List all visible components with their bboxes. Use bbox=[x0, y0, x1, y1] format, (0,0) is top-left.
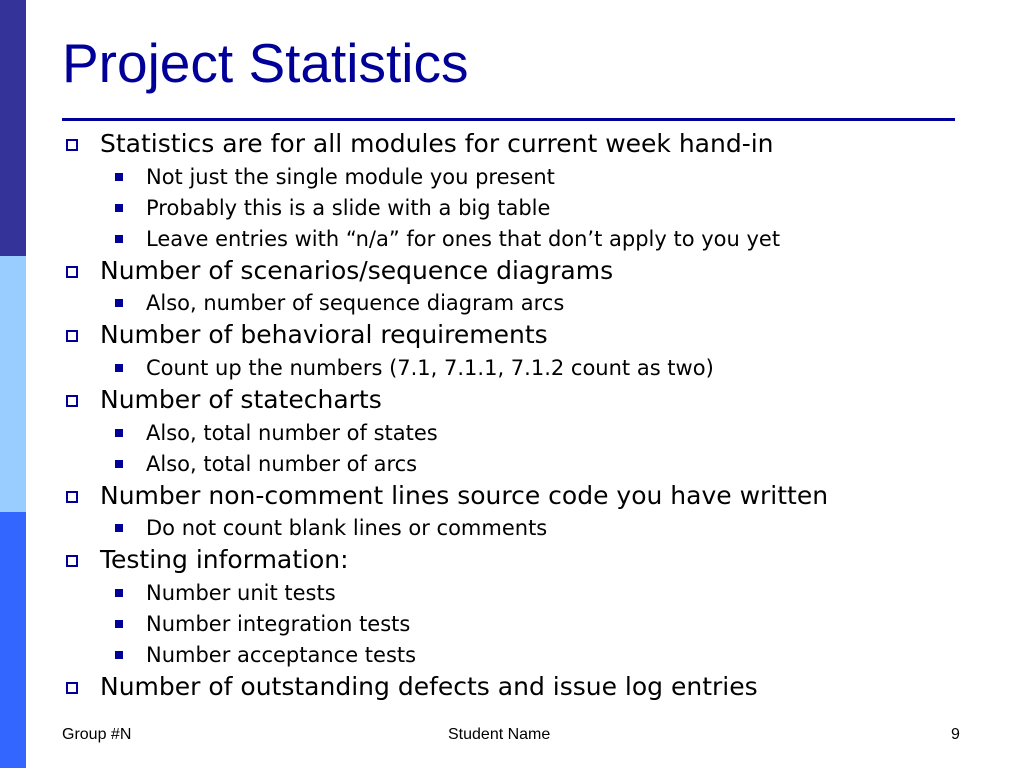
bullet-item bbox=[100, 545, 349, 575]
bullet-text: Number of scenarios/sequence diagrams bbox=[100, 256, 614, 285]
hollow-square-bullet-icon bbox=[66, 330, 78, 342]
bullet-item bbox=[100, 672, 758, 702]
footer-group-label: Group #N bbox=[62, 726, 132, 743]
filled-square-bullet-icon bbox=[115, 589, 123, 597]
sub-bullet-text: Also, number of sequence diagram arcs bbox=[146, 291, 565, 315]
sub-bullet-item bbox=[146, 290, 564, 316]
sub-bullet-text: Do not count blank lines or comments bbox=[146, 516, 548, 540]
sub-bullet-item bbox=[146, 451, 417, 477]
bullet-item bbox=[100, 320, 548, 350]
bullet-item bbox=[100, 481, 828, 511]
sub-bullet-item bbox=[146, 515, 547, 541]
sub-bullet-text: Number integration tests bbox=[146, 612, 411, 636]
sub-bullet-item bbox=[146, 580, 336, 606]
bullet-text: Number of outstanding defects and issue log entries bbox=[100, 672, 758, 701]
bullet-item bbox=[100, 385, 382, 415]
bullet-text: Number of behavioral requirements bbox=[100, 320, 548, 349]
sub-bullet-text: Leave entries with “n/a” for ones that don’t apply to you yet bbox=[146, 227, 781, 251]
sub-bullet-text: Probably this is a slide with a big table bbox=[146, 196, 551, 220]
bullet-item bbox=[100, 129, 774, 159]
sub-bullet-text: Also, total number of arcs bbox=[146, 452, 418, 476]
hollow-square-bullet-icon bbox=[66, 555, 78, 567]
hollow-square-bullet-icon bbox=[66, 491, 78, 503]
sub-bullet-text: Number unit tests bbox=[146, 581, 336, 605]
filled-square-bullet-icon bbox=[115, 364, 123, 372]
bullet-text: Number non-comment lines source code you have written bbox=[100, 481, 829, 510]
sub-bullet-item bbox=[146, 195, 550, 221]
filled-square-bullet-icon bbox=[115, 651, 123, 659]
filled-square-bullet-icon bbox=[115, 204, 123, 212]
sub-bullet-item bbox=[146, 420, 438, 446]
slide-title: Project Statistics bbox=[62, 32, 469, 94]
filled-square-bullet-icon bbox=[115, 524, 123, 532]
filled-square-bullet-icon bbox=[115, 173, 123, 181]
sub-bullet-text: Also, total number of states bbox=[146, 421, 438, 445]
filled-square-bullet-icon bbox=[115, 460, 123, 468]
slide-number: 9 bbox=[951, 726, 960, 743]
bullet-item bbox=[100, 256, 613, 286]
bullet-text: Number of statecharts bbox=[100, 385, 382, 414]
bullet-text: Testing information: bbox=[100, 545, 349, 574]
sub-bullet-text: Not just the single module you present bbox=[146, 165, 555, 189]
sub-bullet-item bbox=[146, 164, 555, 190]
filled-square-bullet-icon bbox=[115, 235, 123, 243]
hollow-square-bullet-icon bbox=[66, 139, 78, 151]
sub-bullet-text: Number acceptance tests bbox=[146, 643, 417, 667]
sub-bullet-item bbox=[146, 642, 416, 668]
sub-bullet-text: Count up the numbers (7.1, 7.1.1, 7.1.2 count as two) bbox=[146, 356, 714, 380]
filled-square-bullet-icon bbox=[115, 299, 123, 307]
sub-bullet-item bbox=[146, 611, 410, 637]
sub-bullet-item bbox=[146, 355, 714, 381]
hollow-square-bullet-icon bbox=[66, 395, 78, 407]
hollow-square-bullet-icon bbox=[66, 682, 78, 694]
filled-square-bullet-icon bbox=[115, 429, 123, 437]
sub-bullet-item bbox=[146, 226, 780, 252]
footer-student-name: Student Name bbox=[448, 726, 551, 743]
filled-square-bullet-icon bbox=[115, 620, 123, 628]
bullet-text: Statistics are for all modules for current week hand-in bbox=[100, 129, 774, 158]
hollow-square-bullet-icon bbox=[66, 266, 78, 278]
